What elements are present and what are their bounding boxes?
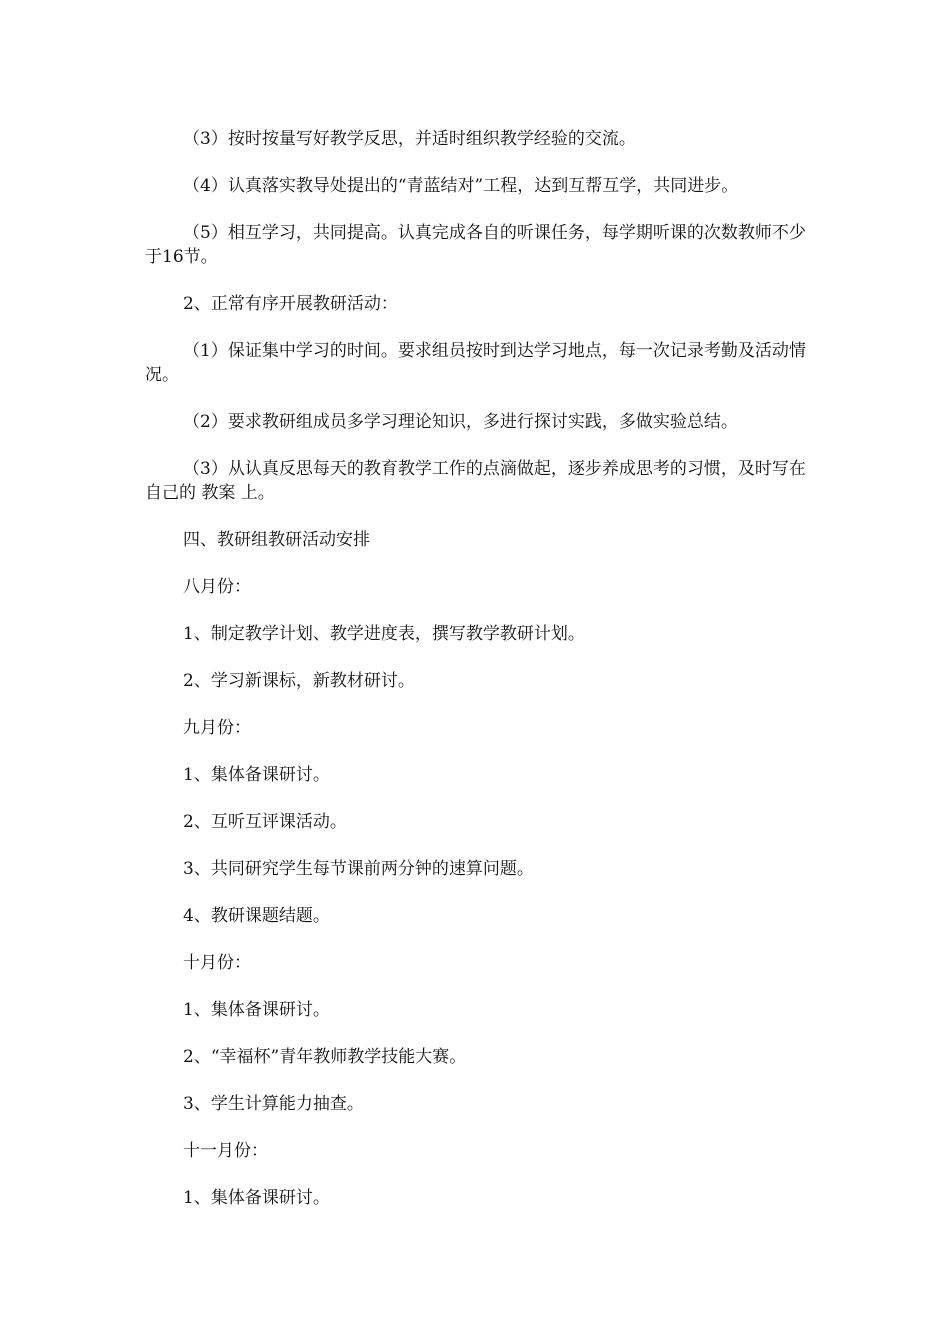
paragraph-theory-study: （2）要求教研组成员多学习理论知识，多进行探讨实践，多做实验总结。 — [183, 412, 738, 432]
list-item: 3、共同研究学生每节课前两分钟的速算问题。 — [183, 859, 534, 879]
paragraph-reflection: （3）按时按量写好教学反思，并适时组织教学经验的交流。 — [183, 129, 636, 149]
month-heading-august: 八月份： — [183, 577, 251, 597]
month-heading-september: 九月份： — [183, 718, 251, 738]
list-item: 2、学习新课标，新教材研讨。 — [183, 671, 415, 691]
paragraph-lesson-observation: （5）相互学习，共同提高。认真完成各自的听课任务，每学期听课的次数教师不少于16节。 — [145, 223, 806, 267]
list-item: 1、集体备课研讨。 — [183, 765, 330, 785]
list-item: 2、互听互评课活动。 — [183, 812, 347, 832]
month-heading-november: 十一月份： — [183, 1141, 268, 1161]
list-item: 1、集体备课研讨。 — [183, 1000, 330, 1020]
section-heading-schedule: 四、教研组教研活动安排 — [183, 530, 370, 550]
list-item: 4、教研课题结题。 — [183, 906, 330, 926]
paragraph-section-2-heading: 2、正常有序开展教研活动： — [183, 294, 398, 314]
paragraph-mentoring: （4）认真落实教导处提出的“青蓝结对”工程，达到互帮互学，共同进步。 — [183, 176, 739, 196]
paragraph-daily-reflection: （3）从认真反思每天的教育教学工作的点滴做起，逐步养成思考的习惯，及时写在自己的 教案 上。 — [145, 459, 806, 503]
list-item: 3、学生计算能力抽查。 — [183, 1094, 364, 1114]
month-heading-october: 十月份： — [183, 953, 251, 973]
document-body — [145, 127, 810, 1233]
list-item: 2、“幸福杯”青年教师教学技能大赛。 — [183, 1047, 467, 1067]
paragraph-study-time: （1）保证集中学习的时间。要求组员按时到达学习地点，每一次记录考勤及活动情况。 — [145, 341, 806, 385]
list-item: 1、制定教学计划、教学进度表，撰写教学教研计划。 — [183, 624, 585, 644]
list-item: 1、集体备课研讨。 — [183, 1188, 330, 1208]
